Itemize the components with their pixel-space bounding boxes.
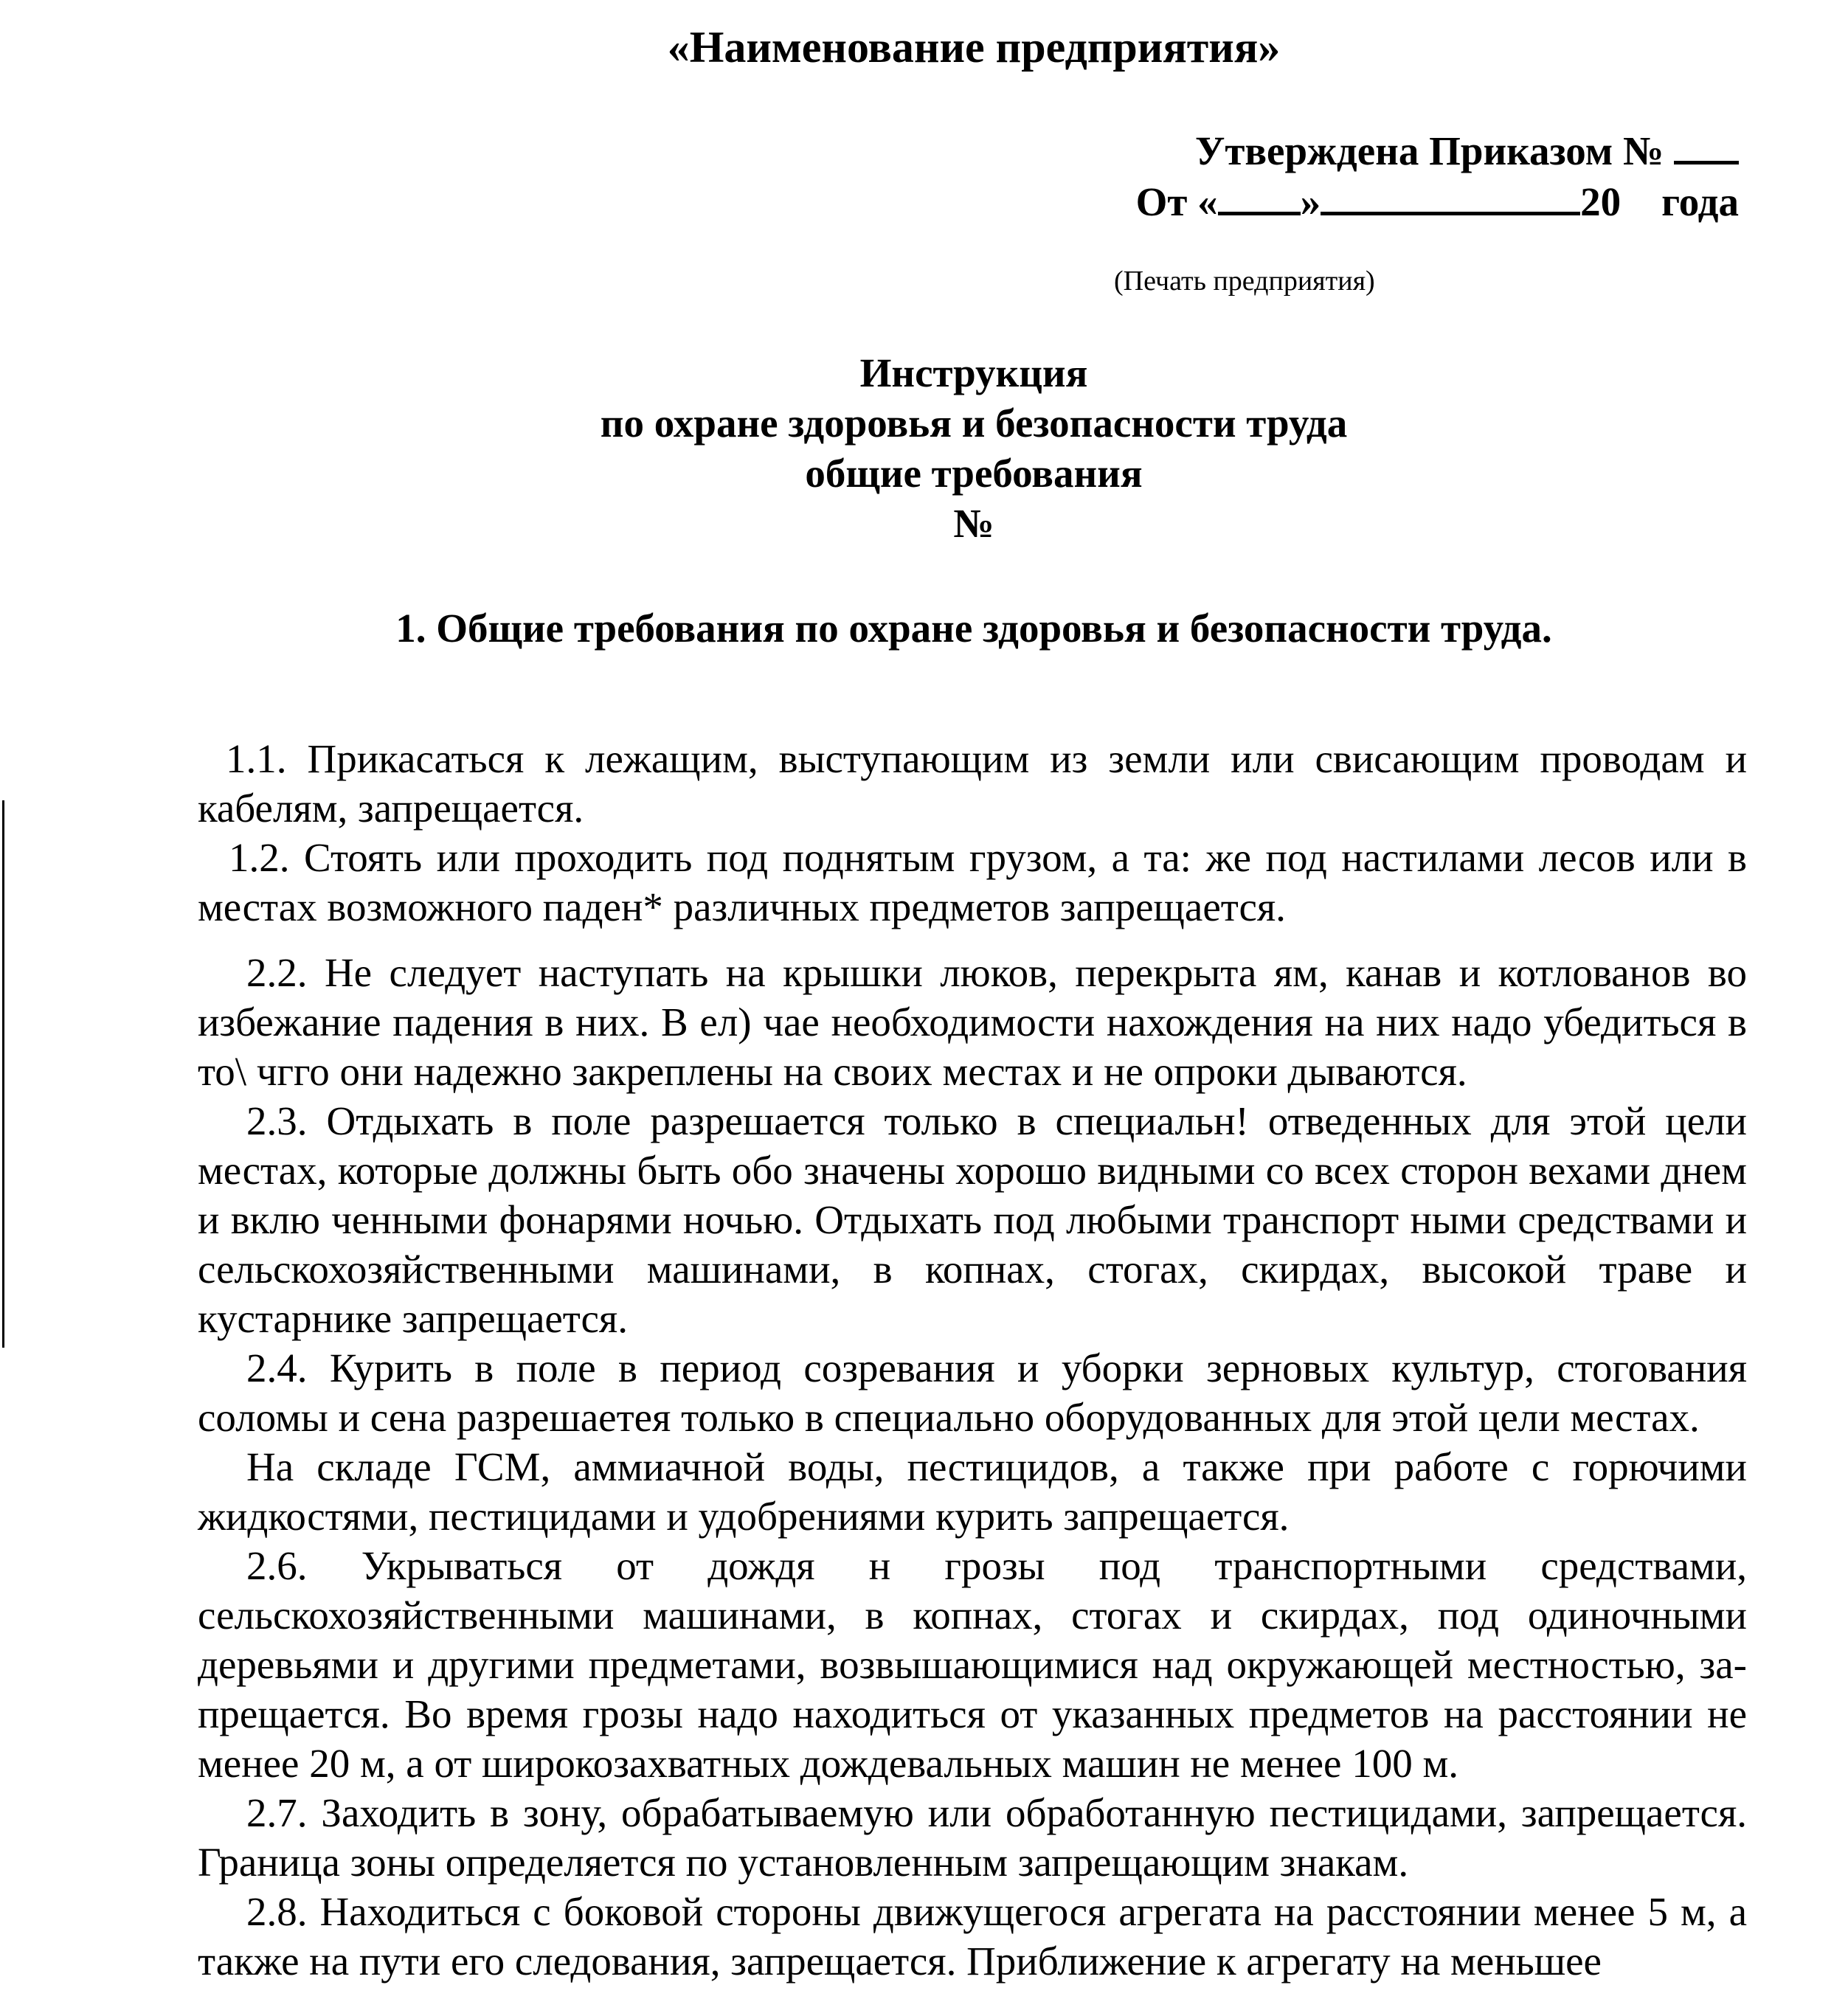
paragraph-text: Находиться с боковой стороны движущегося агрегата на расстоянии менее 5 м, а также на пути его следования, запрещается. Приближение к агрегату на меньшее (198, 1889, 1747, 1984)
year-prefix: 20 (1580, 179, 1622, 224)
paragraph-number: 1.1. (226, 736, 287, 781)
paragraph-number: 2.4. (246, 1345, 308, 1390)
document-title (0, 348, 1848, 549)
paragraph-text: Прикасаться к лежащим, выступающим из земли или свисающим проводам и кабелям, запрещается. (198, 736, 1747, 831)
date-mid: » (1300, 179, 1321, 224)
paragraph-text: Заходить в зону, обрабатываемую или обработанную пестицидами, запрещается. Граница зоны определяется по установленным запрещающим знакам. (198, 1790, 1747, 1885)
revision-bar (2, 800, 4, 1348)
title-line-3: общие требования (805, 451, 1143, 496)
paragraph-2-4 (198, 1343, 1747, 1442)
paragraph-2-7 (198, 1788, 1747, 1887)
paragraph-2-5 (198, 1442, 1747, 1541)
seal-note: (Печать предприятия) (1114, 266, 1375, 297)
title-line-4: № (953, 501, 994, 546)
title-line-1: Инструкция (859, 350, 1088, 395)
date-prefix: От « (1135, 179, 1218, 224)
approval-line-order (1136, 125, 1739, 176)
year-suffix: года (1661, 179, 1739, 224)
paragraph-text: Не следует наступать на крышки люков, перекрыта ям, канав и котлованов во избежание падения в них. В ел) чае необходимости нахождения на них надо убедиться в то\ чгго они надежно закреплены на своих местах и не опроки дываются. (198, 950, 1747, 1094)
paragraph-number: 1.2. (229, 835, 290, 880)
paragraph-text: На складе ГСМ, аммиачной воды, пестицидов, а также при работе с горючими жидкостями, пестицидами и удобрениями курить запрещается. (198, 1444, 1747, 1539)
paragraph-number: 2.8. (246, 1889, 308, 1934)
paragraph-1-2 (198, 833, 1747, 932)
paragraph-number: 2.6. (246, 1543, 308, 1588)
paragraph-text: Отдыхать в поле разрешается только в специальн! отведенных для этой цели местах, которые должны быть обо значены хорошо видными со всех сторон вехами днем и вклю ченными фонарями ночью. Отдыхать под любыми транспорт ными средствами и сельскохозяйственными машинами, в копнах, стогах, скирдах, высокой траве и кустарнике запрещается. (198, 1098, 1747, 1341)
approval-block (1136, 125, 1739, 227)
day-blank (1218, 176, 1301, 215)
order-number-blank (1674, 125, 1739, 164)
paragraph-2-6 (198, 1541, 1747, 1788)
title-line-2: по охране здоровья и безопасности труда (600, 401, 1348, 446)
paragraph-text: Укрываться от дождя н грозы под транспортными средствами, сельскохозяйственными машинами, в копнах, стогах и скирдах, под одиночными деревьями и другими предметами, возвышающимися над окружающей местностью, за-прещается. Во время грозы надо находиться от указанных предметов на расстоянии не менее 20 м, а от широкозахватных дождевальных машин не менее 100 м. (198, 1543, 1748, 1786)
paragraph-text: Стоять или проходить под поднятым грузом, а та: же под настилами лесов или в местах возможного паден* различных предметов запрещается. (198, 835, 1748, 929)
paragraph-2-3 (198, 1096, 1747, 1343)
paragraph-2-2 (198, 948, 1747, 1096)
paragraph-number: 2.3. (246, 1098, 308, 1143)
paragraph-text: Курить в поле в период созревания и уборки зерновых культур, стогования соломы и сена разрешаетея только в специально оборудованных для этой цели местах. (198, 1345, 1747, 1440)
paragraph-2-8 (198, 1887, 1747, 1986)
paragraph-number: 2.7. (246, 1790, 308, 1835)
document-body (198, 734, 1747, 1986)
paragraph-number: 2.2. (246, 950, 308, 995)
month-blank (1321, 176, 1580, 215)
approval-order-label: Утверждена Приказом № (1194, 128, 1664, 173)
company-name: «Наименование предприятия» (667, 23, 1281, 72)
approval-line-date (1136, 176, 1739, 227)
paragraph-1-1 (198, 734, 1747, 833)
section-heading: 1. Общие требования по охране здоровья и безопасности труда. (395, 606, 1552, 651)
